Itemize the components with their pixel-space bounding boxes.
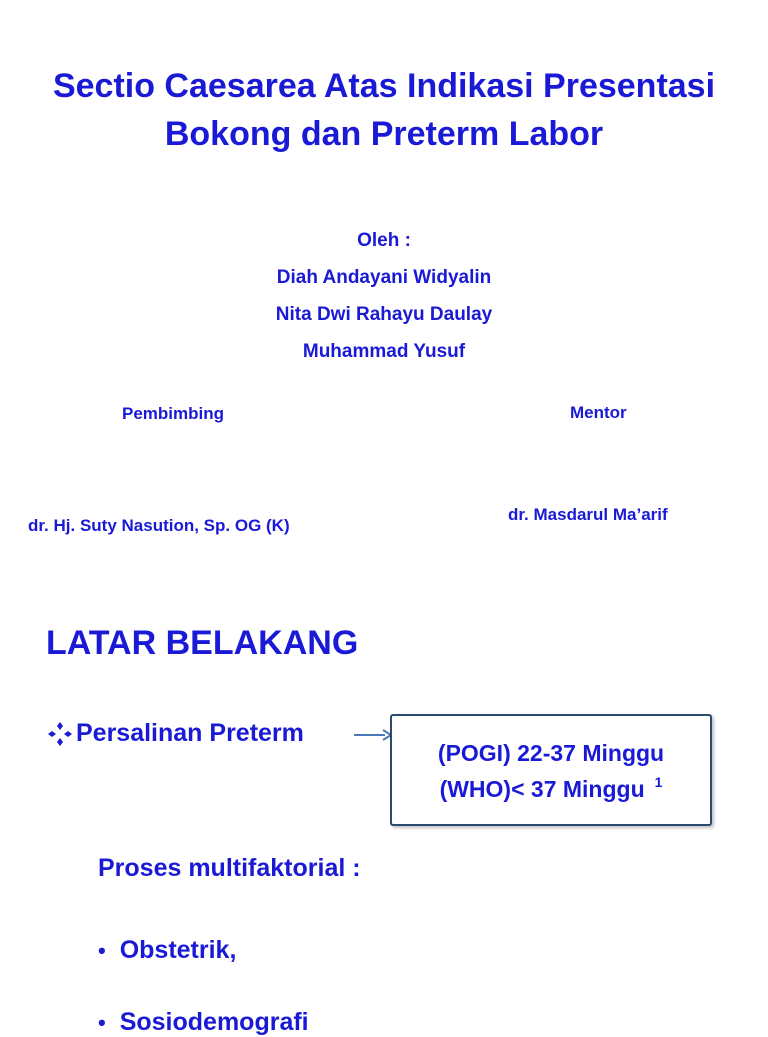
definition-box [390,714,712,826]
author-name: Nita Dwi Rahayu Daulay [275,304,493,325]
arrow-right-icon [353,727,393,743]
title-line-1: Sectio Caesarea Atas Indikasi Presentasi [52,67,716,105]
pembimbing-name: dr. Hj. Suty Nasution, Sp. OG (K) [28,516,290,535]
presentation-title [0,62,768,158]
footnote-marker: 1 [654,774,663,790]
who-definition-row [392,776,710,803]
bullet-dot-icon: • [98,1009,106,1035]
who-definition: (WHO)< 37 Minggu [439,776,645,802]
pogi-definition: (POGI) 22-37 Minggu [437,740,665,766]
preterm-label: Persalinan Preterm [76,719,304,747]
list-item [98,1008,309,1037]
mentor-name: dr. Masdarul Ma’arif [508,505,668,524]
list-item [98,936,236,965]
author-name: Muhammad Yusuf [302,341,466,362]
mentor-label: Mentor [570,403,627,422]
title-line-2: Bokong dan Preterm Labor [164,115,604,153]
authors-block [0,222,768,370]
authors-intro: Oleh : [357,230,411,251]
diamond-bullet-icon [46,720,74,748]
list-item-label: Obstetrik, [119,936,237,964]
multifactorial-heading: Proses multifaktorial : [98,854,361,882]
section-heading: LATAR BELAKANG [46,624,359,662]
author-name: Diah Andayani Widyalin [276,267,492,288]
list-item-label: Sosiodemografi [119,1008,309,1036]
pembimbing-label: Pembimbing [122,404,225,423]
preterm-bullet [46,719,304,748]
bullet-dot-icon: • [98,937,106,963]
